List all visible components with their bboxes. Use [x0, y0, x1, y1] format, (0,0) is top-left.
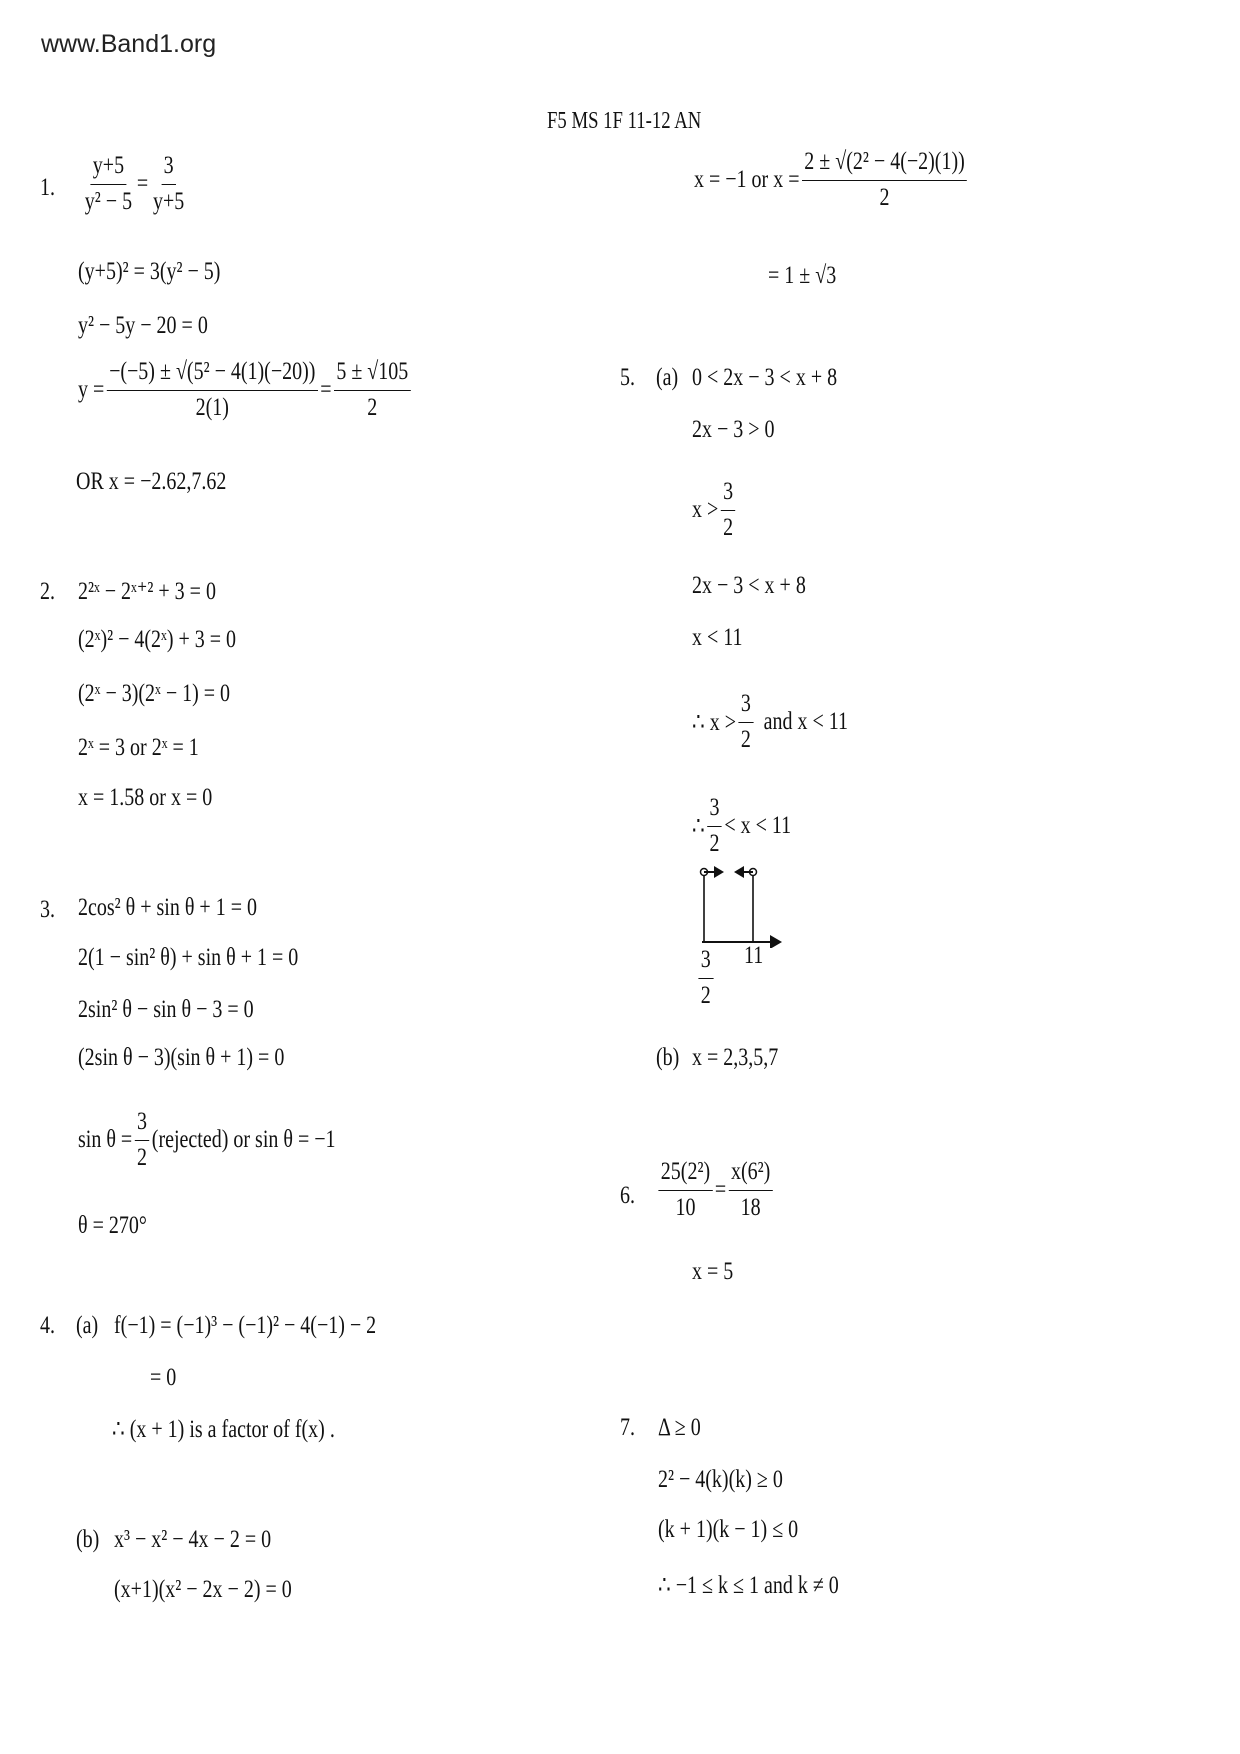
- q3-line-4: (2sin θ − 3)(sin θ + 1) = 0: [78, 1044, 285, 1071]
- q1-line-2: (y+5)² = 3(y² − 5): [78, 258, 221, 285]
- q6-answer: x = 5: [692, 1258, 734, 1285]
- q3-number: 3.: [40, 896, 55, 923]
- q2-answer: x = 1.58 or x = 0: [78, 784, 213, 811]
- q5a-label: (a): [656, 364, 679, 391]
- q2-number: 2.: [40, 578, 55, 605]
- q1-number: 1.: [40, 174, 55, 201]
- q4-number: 4.: [40, 1312, 55, 1339]
- q5a-line-5: x < 11: [692, 624, 743, 651]
- q4b-answer: = 1 ± √3: [768, 262, 837, 289]
- q4a-line-2: = 0: [150, 1364, 177, 1391]
- q6-equation: $\frac{\text{25(2²)}}{10}$ = $\frac{\text{x(6²)}}{18}$: [656, 1158, 775, 1223]
- site-url: www.Band1.org: [41, 30, 217, 58]
- q5b-answer: x = 2,3,5,7: [692, 1044, 779, 1071]
- q3-line-2: 2(1 − sin² θ) + sin θ + 1 = 0: [78, 944, 299, 971]
- q5a-line-2: 2x − 3 > 0: [692, 416, 775, 443]
- q4a-conclusion: ∴ (x + 1) is a factor of f(x) .: [112, 1416, 335, 1443]
- q5a-line-6: ∴ x > $\frac{3}{2}$ and x < 11: [692, 690, 849, 753]
- q1-fraction-right: $\frac{3}{y+5}$: [152, 152, 185, 215]
- q2-line-3: (2ˣ − 3)(2ˣ − 1) = 0: [78, 680, 231, 707]
- q1-fraction-left: $\frac{y+5}{\text{y² − 5}}$: [84, 152, 133, 215]
- page-title: F5 MS 1F 11-12 AN: [547, 108, 702, 134]
- q3-line-5: sin θ = $\frac{3}{2}$ (rejected) or sin θ = −1: [78, 1108, 336, 1171]
- q6-number: 6.: [620, 1182, 635, 1209]
- q5a-line-1: 0 < 2x − 3 < x + 8: [692, 364, 838, 391]
- q1-answer: OR x = −2.62,7.62: [76, 468, 227, 495]
- q3-line-3: 2sin² θ − sin θ − 3 = 0: [78, 996, 254, 1023]
- q7-answer: ∴ −1 ≤ k ≤ 1 and k ≠ 0: [658, 1572, 839, 1599]
- q5-number-line: [690, 858, 800, 948]
- q4a-label: (a): [76, 1312, 99, 1339]
- q5a-line-4: 2x − 3 < x + 8: [692, 572, 806, 599]
- q7-line-1: Δ ≥ 0: [658, 1414, 701, 1441]
- number-line-label-right: 11: [744, 942, 764, 969]
- q7-line-3: (k + 1)(k − 1) ≤ 0: [658, 1516, 799, 1543]
- axis-arrowhead: [770, 935, 782, 948]
- q3-answer: θ = 270°: [78, 1212, 147, 1239]
- q5-number: 5.: [620, 364, 635, 391]
- q4b-line-1: x³ − x² − 4x − 2 = 0: [114, 1526, 272, 1553]
- q4b-label: (b): [76, 1526, 100, 1553]
- q2-line-1: 2²ˣ − 2ˣ⁺² + 3 = 0: [78, 578, 216, 605]
- q4b-line-3: x = −1 or x = $\frac{\text{2 ± √(2² − 4(−2)(1))}}{2}$: [694, 148, 970, 213]
- q2-line-4: 2ˣ = 3 or 2ˣ = 1: [78, 734, 199, 761]
- q1-quadratic-formula: y = $\frac{\text{−(−5) ± √(5² − 4(1)(−20))}}{2(1)}$ = $\frac{5 \pm √105}{2}$: [78, 358, 413, 423]
- q7-number: 7.: [620, 1414, 635, 1441]
- q7-line-2: 2² − 4(k)(k) ≥ 0: [658, 1466, 783, 1493]
- q1-line-3: y² − 5y − 20 = 0: [78, 312, 208, 339]
- q5a-line-7: ∴ $\frac{3}{2}$ < x < 11: [692, 794, 792, 857]
- q4b-line-2: (x+1)(x² − 2x − 2) = 0: [114, 1576, 292, 1603]
- q5a-line-3: x > $\frac{3}{2}$: [692, 478, 738, 543]
- q5b-label: (b): [656, 1044, 680, 1071]
- q1-equation: $\frac{y+5}{\text{y² − 5}}$ = $\frac{3}{y+5}$: [80, 152, 189, 217]
- arrow-right-icon: [714, 866, 724, 878]
- q3-line-1: 2cos² θ + sin θ + 1 = 0: [78, 894, 257, 921]
- q4a-line-1: f(−1) = (−1)³ − (−1)² − 4(−1) − 2: [114, 1312, 377, 1339]
- q2-line-2: (2ˣ)² − 4(2ˣ) + 3 = 0: [78, 626, 237, 653]
- number-line-label-left: $\frac{3}{2}$: [696, 946, 716, 1011]
- arrow-left-icon: [734, 866, 744, 878]
